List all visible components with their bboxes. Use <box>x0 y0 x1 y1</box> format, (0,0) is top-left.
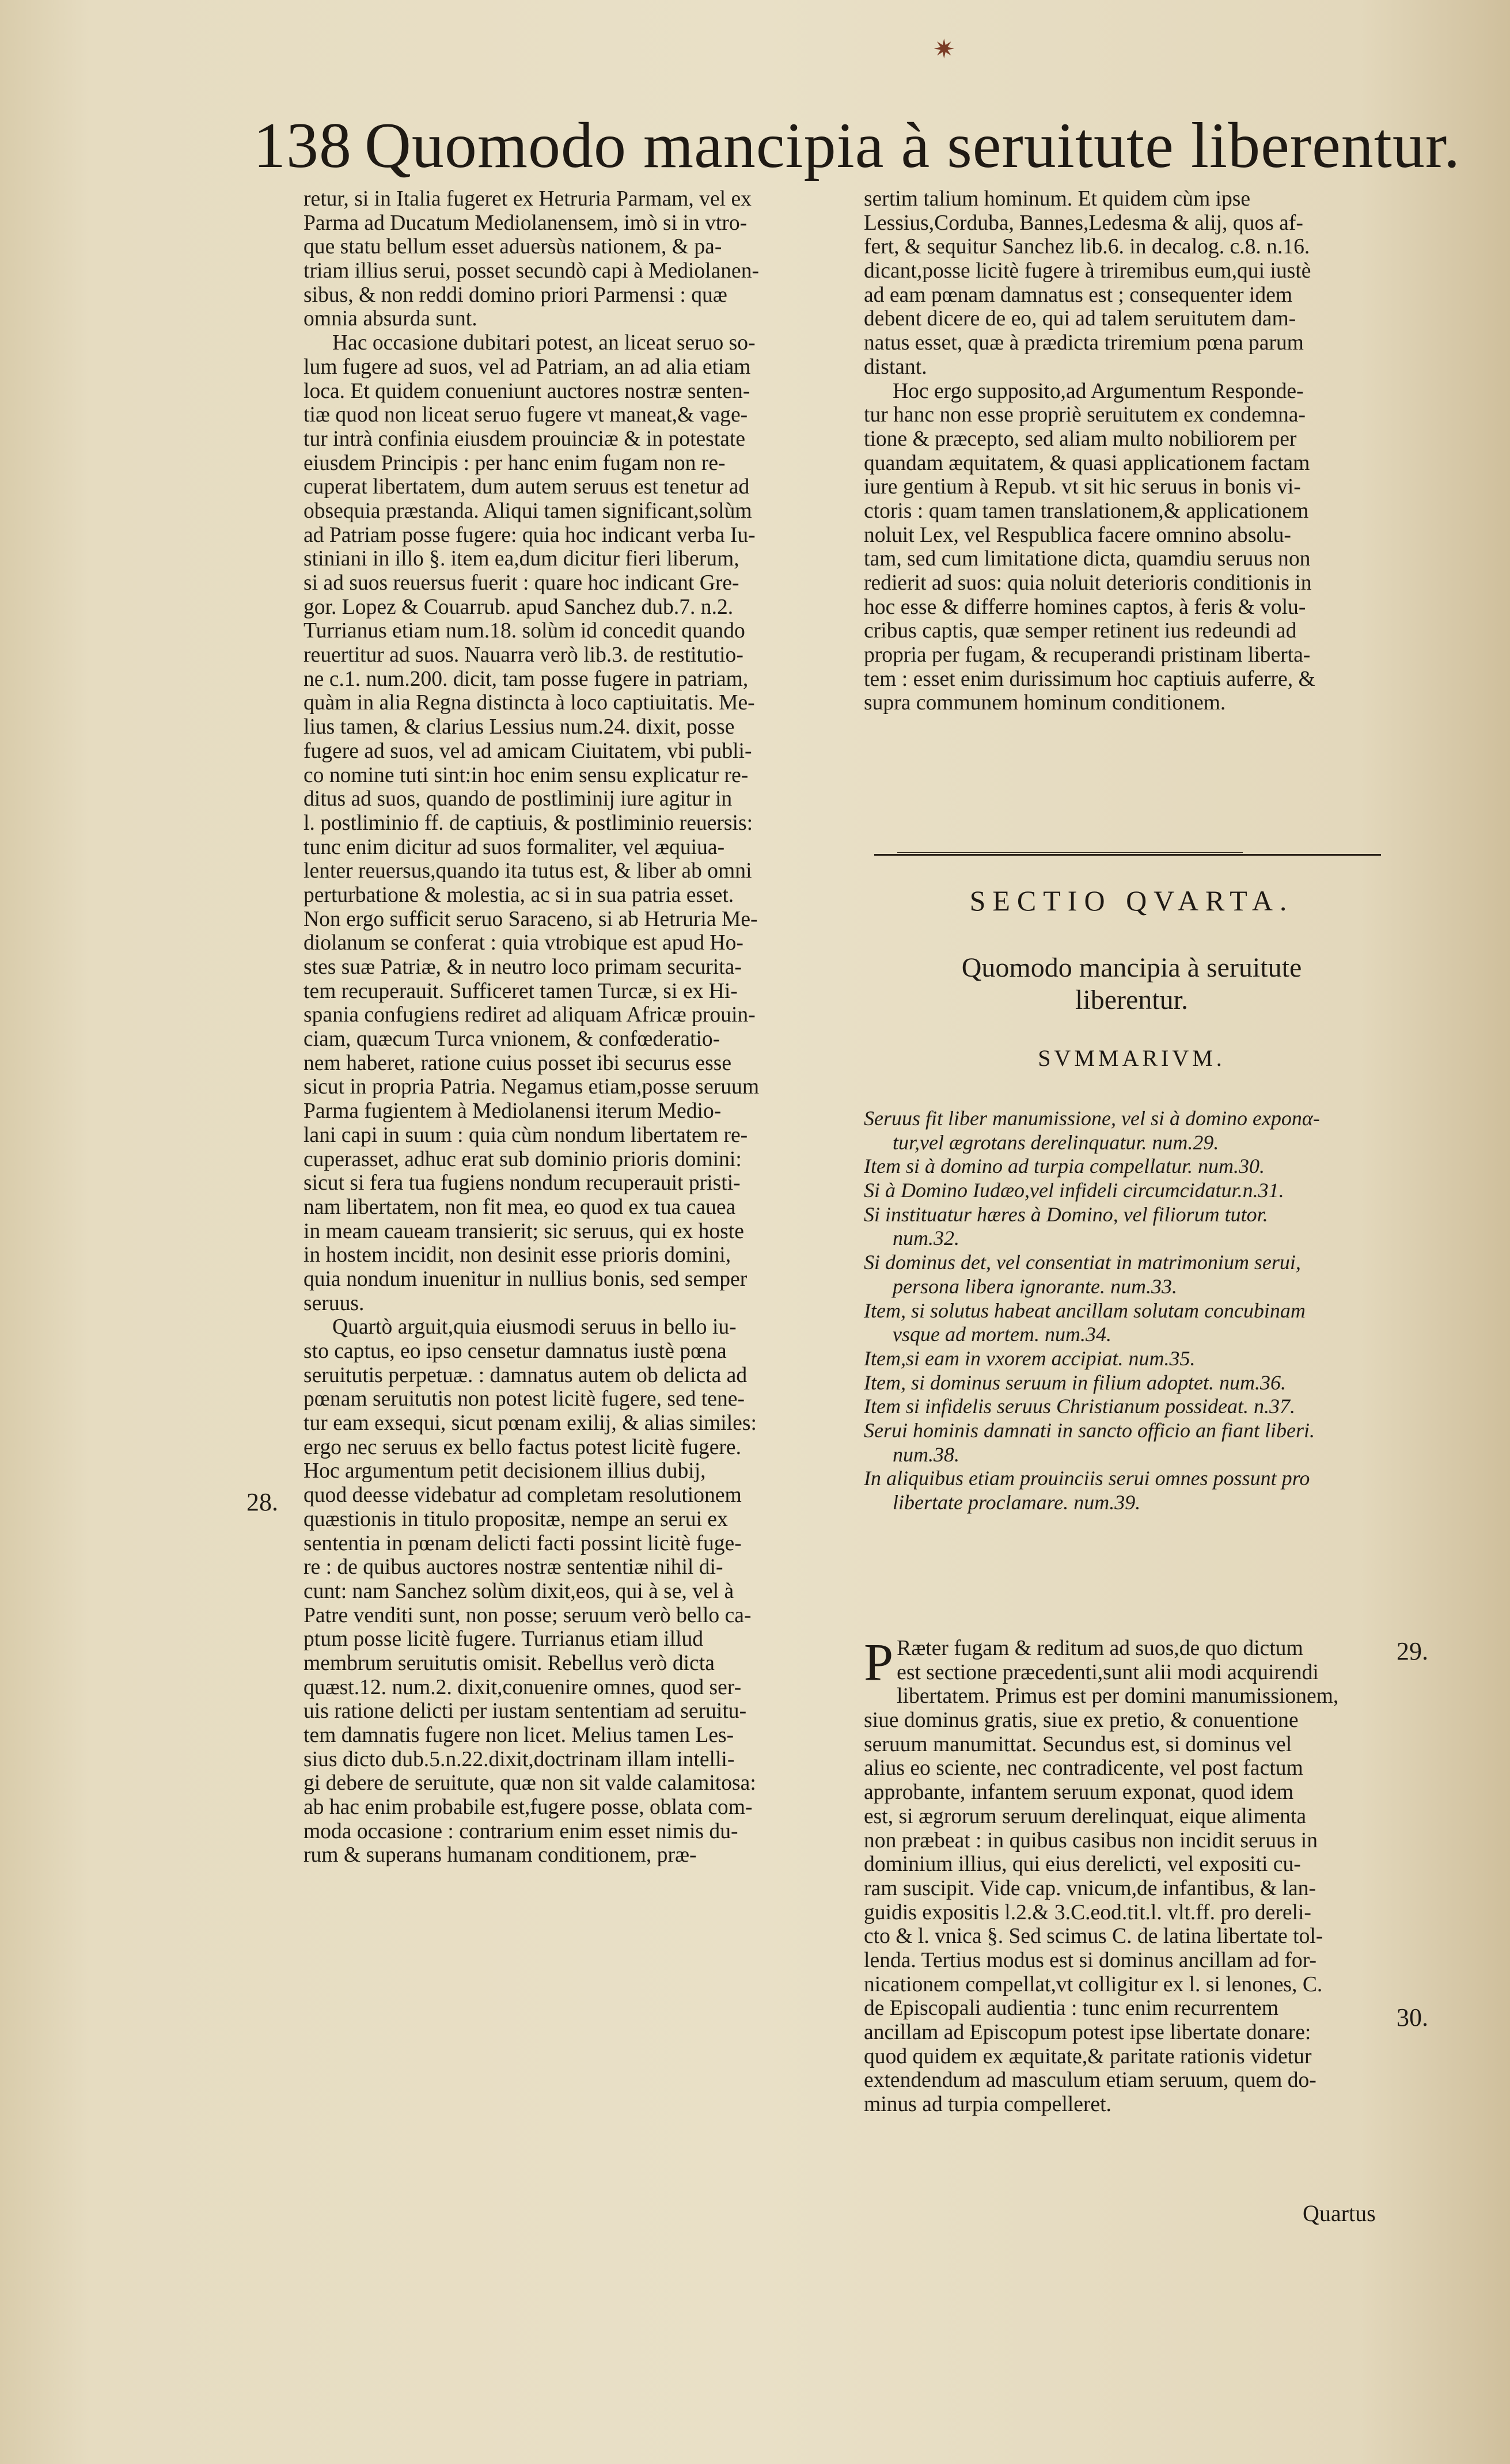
text-line: tam, sed cum limitatione dicta, quamdiu seruus non <box>864 547 1311 571</box>
text-line: Hac occasione dubitari potest, an liceat seruo so- <box>332 331 756 355</box>
text-line: Hoc ergo supposito,ad Argumentum Responde- <box>893 379 1304 403</box>
text-line: ergo nec seruus ex bello factus potest licitè fugere. <box>303 1435 741 1459</box>
margin-number-29: 29. <box>1397 1637 1428 1665</box>
text-line: que statu bellum esset aduersùs nationem, & pa- <box>303 235 722 259</box>
text-line: loca. Et quidem conueniunt auctores nostræ senten- <box>303 379 750 403</box>
text-line: lenter reuersus,quando ita tutus est, & liber ab omni <box>303 859 752 883</box>
text-line: extendendum ad masculum etiam seruum, quem do- <box>864 2068 1316 2093</box>
rule-thin-line <box>897 852 1243 853</box>
text-line: nem haberet, ratione cuius posset ibi securus esse <box>303 1051 731 1075</box>
section-body <box>864 1632 1399 2117</box>
drop-capital: P <box>864 1632 894 1691</box>
text-line: cto & l. vnica §. Sed scimus C. de latina libertate tol- <box>864 1924 1323 1949</box>
text-line: est sectione præcedenti,sunt alii modi acquirendi <box>897 1660 1319 1684</box>
text-line: lum fugere ad suos, vel ad Patriam, an ad alia etiam <box>303 355 751 379</box>
summary-line: Item, si dominus seruum in filium adoptet. num.36. <box>864 1370 1286 1394</box>
text-line: gor. Lopez & Couarrub. apud Sanchez dub.7. n.2. <box>303 595 734 619</box>
text-line: Ræter fugam & reditum ad suos,de quo dictum <box>897 1637 1303 1660</box>
text-line: cuperasset, adhuc erat sub dominio prioris domini: <box>303 1147 742 1171</box>
summary-line: Item, si solutus habeat ancillam solutam concubinam <box>864 1299 1306 1322</box>
text-line: co nomine tuti sint:in hoc enim sensu explicatur re- <box>303 763 749 787</box>
text-line: minus ad turpia compelleret. <box>864 2093 1111 2117</box>
text-line: Turrianus etiam num.18. solùm id concedit quando <box>303 619 745 643</box>
text-line: Non ergo sufficit seruo Saraceno, si ab Hetruria Me- <box>303 907 758 931</box>
text-line: in hostem incidit, non desinit esse prioris domini, <box>303 1243 731 1267</box>
text-line: in meam caueam transierit; sic seruus, qui ex hoste <box>303 1219 744 1243</box>
text-line: retur, si in Italia fugeret ex Hetruria Parmam, vel ex <box>303 187 752 211</box>
section-rule <box>874 852 1381 858</box>
summary-line: vsque ad mortem. num.34. <box>893 1323 1111 1346</box>
text-line: eiusdem Principis : per hanc enim fugam non re- <box>303 451 726 475</box>
text-line: sicut si fera tua fugiens nondum recuperauit pristi- <box>303 1171 741 1195</box>
text-line: rum & superans humanam conditionem, præ- <box>303 1843 697 1867</box>
text-line: ptum posse licitè fugere. Turrianus etiam illud <box>303 1627 704 1651</box>
text-line: ciam, quæcum Turca vnionem, & confœderatio- <box>303 1027 720 1051</box>
text-line: ram suscipit. Vide cap. vnicum,de infantibus, & lan- <box>864 1876 1316 1900</box>
text-line: sius dicto dub.5.n.22.dixit,doctrinam illam intelli- <box>303 1747 735 1771</box>
text-line: omnia absurda sunt. <box>303 307 477 331</box>
section-subtitle-line: liberentur. <box>1075 985 1188 1015</box>
text-line: membrum seruitutis omisit. Rebellus verò dicta <box>303 1651 715 1675</box>
text-line: seruum manumittat. Secundus est, si dominus vel <box>864 1732 1292 1756</box>
text-line: obsequia præstanda. Aliqui tamen significant,solùm <box>303 499 752 523</box>
text-line: nam libertatem, non fit mea, eo quod ex tua cauea <box>303 1195 736 1219</box>
text-line: pœnam seruitutis non potest licitè fugere, sed tene- <box>303 1387 745 1411</box>
summary-line: persona libera ignorante. num.33. <box>893 1274 1177 1298</box>
rule-thick-line <box>874 854 1381 856</box>
text-line: iure gentium à Repub. vt sit hic seruus in bonis vi- <box>864 475 1301 499</box>
text-line: natus esset, quæ à prædicta triremium pœna parum <box>864 331 1304 355</box>
summary-line: Si instituatur hæres à Domino, vel filiorum tutor. <box>864 1202 1268 1226</box>
text-line: debent dicere de eo, qui ad talem seruitutem dam- <box>864 307 1296 331</box>
summary-line: libertate proclamare. num.39. <box>893 1491 1141 1514</box>
text-line: lenda. Tertius modus est si dominus ancillam ad for- <box>864 1948 1316 1972</box>
text-line: sententia in pœnam delicti facti possint licitè fuge- <box>303 1531 742 1555</box>
text-line: gi debere de seruitute, quæ non sit valde calamitosa: <box>303 1771 756 1795</box>
text-line: dominium illius, qui eius derelicti, vel expositi cu- <box>864 1852 1301 1877</box>
text-line: ctoris : quam tamen translationem,& applicationem <box>864 499 1309 523</box>
text-line: sicut in propria Patria. Negamus etiam,posse seruum <box>303 1075 760 1099</box>
text-line: approbante, infantem seruum exponat, quod idem <box>864 1780 1294 1805</box>
text-line: ancillam ad Episcopum potest ipse libertate donare: <box>864 2021 1311 2044</box>
text-line: re : de quibus auctores nostræ sententiæ nihil di- <box>303 1555 723 1580</box>
text-line: Hoc argumentum petit decisionem illius dubij, <box>303 1459 706 1483</box>
text-line: guidis expositis l.2.& 3.C.eod.tit.l. vlt.ff. pro dereli- <box>864 1900 1311 1924</box>
text-line: tunc enim dicitur ad suos formaliter, vel æquiua- <box>303 835 725 859</box>
ink-mark: ✷ <box>933 33 955 64</box>
text-line: stiniani in illo §. item ea,dum dicitur fieri liberum, <box>303 547 739 571</box>
text-line: ab hac enim probabile est,fugere posse, oblata com- <box>303 1795 753 1820</box>
right-column <box>864 187 1399 715</box>
text-line: propria per fugam, & recuperandi pristinam liberta- <box>864 643 1311 667</box>
text-line: Quartò arguit,quia eiusmodi seruus in bello iu- <box>332 1315 737 1339</box>
page-number: 138 <box>253 110 352 181</box>
text-line: libertatem. Primus est per domini manumissionem, <box>897 1684 1339 1709</box>
text-line: uis ratione delicti per iustam sententiam ad seruitu- <box>303 1699 747 1723</box>
summary-line: Si dominus det, vel consentiat in matrimonium serui, <box>864 1251 1301 1274</box>
text-line: siue dominus gratis, siue ex pretio, & conuentione <box>864 1709 1299 1733</box>
summary-line: Seruus fit liber manumissione, vel si à domino exponα- <box>864 1107 1320 1130</box>
text-line: Lessius,Corduba, Bannes,Ledesma & alij, quos af- <box>864 211 1303 235</box>
section-subtitle-line: Quomodo mancipia à seruitute <box>961 952 1302 983</box>
text-line: alius eo sciente, nec contradicente, vel post factum <box>864 1756 1303 1780</box>
text-line: reuertitur ad suos. Nauarra verò lib.3. de restitutio- <box>303 643 743 667</box>
text-line: triam illius serui, posset secundò capi à Mediolanen- <box>303 259 760 283</box>
text-line: Parma fugientem à Mediolanensi iterum Medio- <box>303 1099 722 1123</box>
text-line: perturbatione & molestia, ac si in sua patria esset. <box>303 883 734 907</box>
text-line: lani capi in suum : quia cùm nondum libertatem re- <box>303 1123 748 1147</box>
text-line: ne c.1. num.200. dicit, tam posse fugere in patriam, <box>303 667 749 691</box>
text-line: tem damnatis fugere non licet. Melius tamen Les- <box>303 1723 734 1747</box>
text-line: tur intrà confinia eiusdem prouinciæ & in potestate <box>303 427 746 451</box>
text-line: seruitutis perpetuæ. : damnatus autem ob delicta ad <box>303 1363 748 1387</box>
text-line: noluit Lex, vel Respublica facere omnino absolu- <box>864 523 1291 547</box>
text-line: sibus, & non reddi domino priori Parmensi : quæ <box>303 283 727 307</box>
text-line: redierit ad suos: quia noluit deterioris conditionis in <box>864 571 1312 595</box>
summary-line: In aliquibus etiam prouinciis serui omnes possunt pro <box>864 1467 1310 1490</box>
text-line: ad eam pœnam damnatus est ; consequenter idem <box>864 283 1293 307</box>
text-line: est, si ægrorum seruum derelinquat, eique alimenta <box>864 1804 1307 1828</box>
summary-line: Item,si eam in vxorem accipiat. num.35. <box>864 1346 1196 1370</box>
text-line: quàm in alia Regna distincta à loco captiuitatis. Me- <box>303 691 755 715</box>
text-line: non præbeat : in quibus casibus non incidit seruus in <box>864 1828 1318 1852</box>
text-line: Patre venditi sunt, non posse; seruum verò bello ca- <box>303 1603 752 1627</box>
summary-line: Item si à domino ad turpia compellatur. num.30. <box>864 1155 1265 1178</box>
summary-line: tur,vel ægrotans derelinquatur. num.29. <box>893 1130 1219 1154</box>
text-line: spania confugiens rediret ad aliquam Africæ prouin- <box>303 1003 756 1027</box>
text-line: Parma ad Ducatum Mediolanensem, imò si in vtro- <box>303 211 748 235</box>
text-line: tem recuperauit. Sufficeret tamen Turcæ, si ex Hi- <box>303 979 738 1003</box>
section-subtitle <box>864 952 1399 1016</box>
text-line: quæstionis in titulo propositæ, nempe an serui ex <box>303 1507 728 1531</box>
text-line: stes suæ Patriæ, & in neutro loco primam securita- <box>303 955 742 979</box>
catchword: Quartus <box>1303 2200 1376 2226</box>
text-line: ditus ad suos, quando de postliminij iure agitur in <box>303 787 733 811</box>
text-line: diolanum se conferat : quia vtrobique est apud Ho- <box>303 931 743 955</box>
text-line: quod deesse videbatur ad completam resolutionem <box>303 1483 742 1508</box>
summary-line: num.32. <box>893 1227 959 1250</box>
text-line: ad Patriam posse fugere: quia hoc indicant verba Iu- <box>303 523 756 547</box>
text-line: nicationem compellat,vt colligitur ex l. si lenones, C. <box>864 1972 1323 1996</box>
text-line: seruus. <box>303 1291 365 1315</box>
text-line: sto captus, eo ipso censetur damnatus iustè pœna <box>303 1339 727 1363</box>
text-line: dicant,posse licitè fugere à triremibus eum,qui iustè <box>864 259 1311 283</box>
text-line: de Episcopali audientia : tunc enim recurrentem <box>864 1996 1278 2021</box>
text-line: fert, & sequitur Sanchez lib.6. in decalog. c.8. n.16. <box>864 235 1310 259</box>
text-line: l. postliminio ff. de captiuis, & postliminio reuersis: <box>303 811 753 835</box>
text-line: si ad suos reuersus fuerit : quare hoc indicant Gre- <box>303 571 739 595</box>
text-line: tur hanc non esse propriè seruitutem ex condemna- <box>864 403 1306 427</box>
page-header <box>253 108 1461 183</box>
margin-number-30: 30. <box>1397 2003 1428 2032</box>
summary-line: Serui hominis damnati in sancto officio an fiant liberi. <box>864 1418 1315 1442</box>
text-line: quia nondum inuenitur in nullius bonis, sed semper <box>303 1267 748 1291</box>
summary-line: Item si infidelis seruus Christianum possideat. n.37. <box>864 1395 1296 1418</box>
text-line: supra communem hominum conditionem. <box>864 691 1226 715</box>
text-line: tur eam exsequi, sicut pœnam exilij, & alias similes: <box>303 1411 757 1436</box>
left-column <box>303 187 833 1867</box>
text-line: lius tamen, & clarius Lessius num.24. dixit, posse <box>303 715 735 739</box>
text-line: cribus captis, quæ semper retinent ius redeundi ad <box>864 619 1297 643</box>
running-title: Quomodo mancipia à seruitute liberentur. <box>365 110 1461 181</box>
text-line: cunt: nam Sanchez solùm dixit,eos, qui à se, vel à <box>303 1579 734 1603</box>
text-line: quæst.12. num.2. dixit,conuenire omnes, quod ser- <box>303 1675 742 1699</box>
summary-line: Si à Domino Iudæo,vel infideli circumcidatur.n.31. <box>864 1179 1284 1202</box>
summary-list <box>864 1107 1399 1515</box>
text-line: quod quidem ex æquitate,& paritate rationis videtur <box>864 2044 1312 2068</box>
section-heading: SECTIO QVARTA. <box>969 884 1294 917</box>
summary-line: num.38. <box>893 1442 959 1466</box>
text-line: cuperat libertatem, dum autem seruus est tenetur ad <box>303 475 750 499</box>
text-line: moda occasione : contrarium enim esset nimis du- <box>303 1819 738 1843</box>
text-line: hoc esse & differre homines captos, à feris & volu- <box>864 595 1306 619</box>
summarium-heading: SVMMARIVM. <box>1038 1045 1226 1071</box>
margin-number-28: 28. <box>246 1488 278 1516</box>
text-line: sertim talium hominum. Et quidem cùm ipse <box>864 187 1251 211</box>
text-line: tiæ quod non liceat seruo fugere vt maneat,& vage- <box>303 403 748 427</box>
text-line: fugere ad suos, vel ad amicam Ciuitatem, vbi publi- <box>303 739 752 763</box>
text-line: tem : esset enim durissimum hoc captiuis auferre, & <box>864 667 1315 691</box>
text-line: quandam æquitatem, & quasi applicationem factam <box>864 451 1310 475</box>
text-line: distant. <box>864 355 927 379</box>
text-line: tione & præcepto, sed aliam multo nobiliorem per <box>864 427 1297 451</box>
